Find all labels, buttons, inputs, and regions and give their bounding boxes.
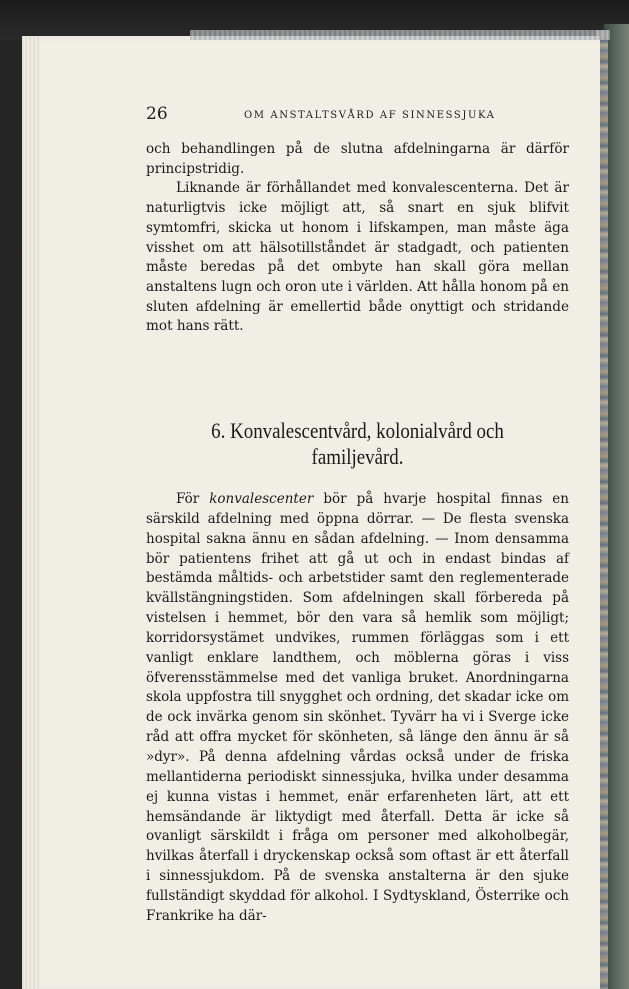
page-header <box>146 104 576 128</box>
section-paragraph <box>146 490 569 927</box>
body-text-top <box>146 140 569 337</box>
section-paragraph-prefix: För <box>176 491 210 507</box>
body-text-section <box>146 490 569 927</box>
section-paragraph-emphasis: konvalescenter <box>209 491 314 507</box>
konvalescent-paragraph: Liknande är förhållandet med konvalescenterna. Det är naturligtvis icke möjligt att, så snart en sjuk blifvit symtomfri, skicka ut honom i lifskampen, man måste äga visshet om att hälsotillståndet är stadgadt, och patienten måste beredas på det ombyte han skall göra mellan anstaltens lugn och oron ute i världen. Att hålla honom på en sluten afdelning är emellertid både onyttigt och stridande mot hans rätt. <box>146 180 569 335</box>
page-top-edge <box>190 30 610 40</box>
section-paragraph-text: bör på hvarje hospital finnas en särskild afdelning med öppna dörrar. — De flesta svenska hospital sakna ännu en sådan afdelning. — Inom densamma bör patientens frihet att gå ut och in endast bindas af bestämda måltids- och arbetstider samt den reglementerade kvällstängningstiden. Som afdelningen skall förbereda på vistelsen i hemmet, bör den vara så hemlik som möjligt; korridorsystämet undvikes, rummen förläggas som i ett vanligt enklare landthem, och möblerna göras i viss öfverensstämmelse med det vanliga bruket. Anordningarna skola uppfostra till snygghet och ordning, det skadar icke om de ock invärka genom sin skönhet. Tyvärr ha vi i Sverge icke råd att offra mycket för skönheten, så länge den ännu är så »dyr». På denna afdelning vårdas också under de friska mellantiderna periodiskt sinnessjuka, hvilka under desamma ej kunna vistas i hemmet, enär erfarenheten lärt, att ett hemsändande är liktydigt med återfall. Detta är icke så ovanligt särskildt i fråga om personer med alkoholbegär, hvilkas återfall i dryckenskap också som oftast är ett återfall i sinnessjukdom. På de svenska anstalterna är den sjuke fullständigt skyddad för alkohol. I Sydtyskland, Österrike och Frankrike ha där- <box>146 491 569 924</box>
section-heading <box>176 418 540 470</box>
running-head: OM ANSTALTSVÅRD AF SINNESSJUKA <box>244 110 496 121</box>
continuation-paragraph: och behandlingen på de slutna afdelningarna är därför principstridig. <box>146 141 569 177</box>
section-heading-line2: familjevård. <box>311 444 404 469</box>
page-number: 26 <box>146 104 168 124</box>
page-gutter <box>22 36 40 989</box>
section-heading-line1: 6. Konvalescentvård, kolonialvård och <box>211 418 504 443</box>
